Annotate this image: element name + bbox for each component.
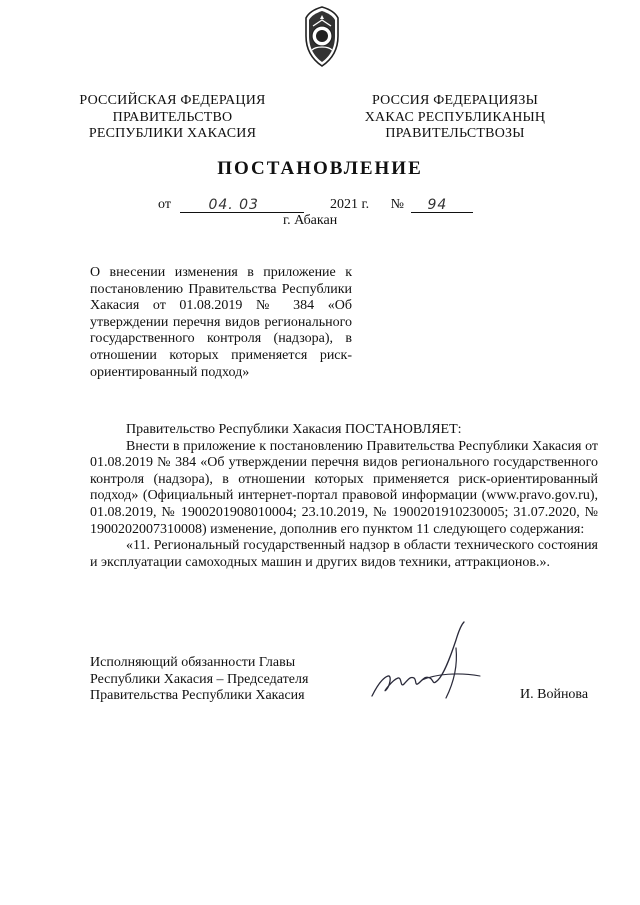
number-handwritten: 94 [427,197,448,213]
date-from-label: от [158,197,171,212]
header-left [70,93,275,143]
coat-of-arms-emblem [298,6,346,68]
header-left-line-3: РЕСПУБЛИКИ ХАКАСИЯ [88,126,257,141]
date-number-line [158,197,473,213]
header-left-line-2: ПРАВИТЕЛЬСТВО [112,109,233,125]
signatory-line-1: Исполняющий обязанности Главы [90,655,296,670]
signatory-position [90,655,308,705]
subject-text: О внесении изменения в приложение к постановлению Правительства Республики Хакасия от 01.08.2019 № 384 «Об утверждении перечня видов регионального государственного контроля (надзора), в отношении которых применяется риск-ориентированный подход» [90,265,352,380]
number-label: № [390,197,404,212]
header-right-line-1: РОССИЯ ФЕДЕРАЦИЯЗЫ [371,93,539,108]
document-body [90,422,598,571]
body-paragraph-3: «11. Региональный государственный надзор в области технического состояния и эксплуатации самоходных машин и других видов техники, аттракционов.». [90,538,598,570]
document-title: ПОСТАНОВЛЕНИЕ [217,158,423,179]
year-label: 2021 г. [329,197,370,212]
date-handwritten: 04. 03 [208,197,259,213]
signer-name: И. Войнова [520,687,589,702]
city-label: г. Абакан [283,213,338,228]
signatory-line-2: Республики Хакасия – Председателя [90,671,309,687]
header-right [355,93,555,143]
number-field [411,197,473,213]
header-right-line-3: ПРАВИТЕЛЬСТВОЗЫ [385,126,525,141]
body-paragraph-1: Правительство Республики Хакасия ПОСТАНОВЛЯЕТ: [126,422,462,437]
handwritten-signature [362,618,492,708]
header-left-line-1: РОССИЙСКАЯ ФЕДЕРАЦИЯ [79,93,266,108]
signatory-line-3: Правительства Республики Хакасия [90,688,305,703]
date-field [180,197,304,213]
header-right-line-2: ХАКАС РЕСПУБЛИКАНЫҢ [364,109,546,125]
body-paragraph-2: Внести в приложение к постановлению Правительства Республики Хакасия от 01.08.2019 № 384 «Об утверждении перечня видов регионального государственного контроля (надзора), в отношении которых применяется риск-ориентированный подход» (Официальный интернет-портал правовой информации (www.pravo.gov.ru), 01.08.2019, № 1900201908010004; 23.10.2019, № 1900201910230005; 31.07.2020, № 1900202007310008) изменение, дополнив его пунктом 11 следующего содержания: [90,438,598,537]
